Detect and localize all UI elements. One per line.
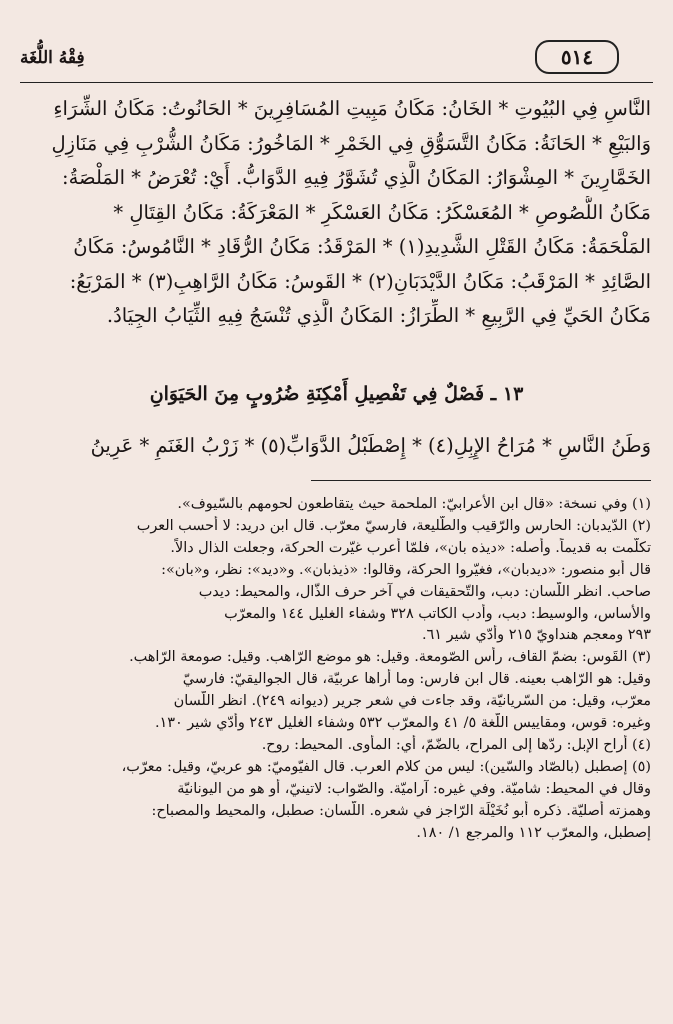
section-text: وَطَنُ النَّاسِ * مُرَاحُ الإِبِلِ(٤) * إِصْطَبْلُ الدَّوَابِّ(٥) * زَرْبُ الغَنَمِ * عَرِينُ bbox=[90, 434, 651, 457]
footnote-line: وغيره: قوس، ومقاييس اللّغة ٥/ ٤١ والمعرّب ٥٣٢ وشفاء الغليل ٢٤٣ وأدّي شير ١٣٠. bbox=[154, 715, 651, 732]
footnote-line: (٤) أراح الإبل: ردّها إلى المراح، بالضّمّ، أي: المأوى. المحيط: روح. bbox=[261, 736, 651, 753]
footnote-line: صاحب. انظر اللّسان: دبب، والتّحقيقات في آخر حرف الذّال، والمحيط: ديدب bbox=[198, 583, 651, 600]
footnote-line: تكلّمت به قديماً. وأصله: «ديذه بان»، فلمّا أُعرب غيّرت الحركة، وجعلت الذال دالاً. bbox=[170, 539, 651, 556]
footnote-line: ٢٩٣ ومعجم هنداويّ ٢١٥ وأدّي شير ٦١. bbox=[421, 627, 651, 644]
footnotes bbox=[22, 494, 651, 845]
text-line: الصَّائِدِ * المَرْقَبُ: مَكَانُ الدَّيْدَبَانِ(٢) * القَوسُ: مَكَانُ الرَّاهِبِ(٣) * المَرْبَعُ: bbox=[69, 269, 651, 293]
running-title: فِقْهُ اللُّغَة bbox=[20, 48, 85, 68]
section-heading: ١٣ ـ فَصْلٌ فِي تَفْصِيلِ أَمْكِنَةِ ضُرُوبٍ مِنَ الحَيَوَانِ bbox=[149, 383, 524, 405]
header-rule bbox=[20, 82, 653, 83]
footnote-line: وقال في المحيط: شاميّة. وفي غيره: آراميّة. والصّواب: لاتينيّ، أو هو من اليونانيّة bbox=[177, 780, 651, 797]
page-header bbox=[20, 40, 653, 80]
text-line: مَكَانُ الحَيِّ فِي الرَّبِيعِ * الطِّرَازُ: المَكَانُ الَّذِي تُنْسَجُ فِيهِ الثِّيَابُ الجِيَادُ. bbox=[106, 304, 651, 327]
page-number: ٥١٤ bbox=[535, 40, 619, 74]
footnote-line: (٣) القَوس: بضمّ القاف، رأس الصّومعة. وقيل: هو موضع الرّاهب. وقيل: صومعة الرّاهب. bbox=[129, 649, 651, 666]
footnote-line: إصطبل، والمعرّب ١١٢ والمرجع ١/ ١٨٠. bbox=[416, 824, 651, 841]
footnote-line: (٢) الدّيدبان: الحارس والرّقيب والطّليعة، فارسيّ معرّب. قال ابن دريد: لا أحسب العرب bbox=[136, 517, 651, 534]
text-line: النَّاسِ فِي البُيُوتِ * الخَانُ: مَكَانُ مَبِيتِ المُسَافِرِينَ * الحَانُوتُ: مَكَانُ الشِّرَاءِ bbox=[53, 97, 651, 120]
footnote-line: وهمزته أصليّة. ذكره أبو نُخَيْلَة الرّاجز في شعره. اللّسان: صطبل، والمحيط والمصباح: bbox=[151, 802, 651, 819]
footnote-line: معرّب، وقيل: من السّريانيّة، وقد جاءت في شعر جرير (ديوانه ٢٤٩). انظر اللّسان bbox=[173, 693, 651, 710]
footnote-divider bbox=[311, 480, 651, 481]
text-line: الخَمَّارِينَ * المِشْوَارُ: المَكَانُ الَّذِي تُشَوَّرُ فِيهِ الدَّوَابُّ. أَيْ: تُعْرَضُ * المَلْصَةُ: bbox=[62, 166, 651, 189]
footnote-line: (٥) إصطبل (بالصّاد والسّين): ليس من كلام العرب. قال الفيّوميّ: هو عربيّ، وقيل: معرّب، bbox=[121, 758, 651, 775]
text-line: المَلْحَمَةُ: مَكَانُ القَتْلِ الشَّدِيدِ(١) * المَرْقَدُ: مَكَانُ الرُّقَادِ * النَّامُوسُ: مَكَانُ bbox=[73, 235, 651, 258]
text-line: مَكَانُ اللُّصُوصِ * المُعَسْكَرُ: مَكَانُ العَسْكَرِ * المَعْرَكَةُ: مَكَانُ القِتَالِ * bbox=[113, 200, 651, 224]
footnote-line: وقيل: هو الرّاهب بعينه. قال ابن فارس: وما أُراها عربيّة، قال الجواليقيّ: فارسيّ bbox=[182, 671, 651, 688]
footnote-line: (١) وفي نسخة: «قال ابن الأعرابيّ: الملحمة حيث يتقاطعون لحومهم بالسّيوف». bbox=[177, 496, 651, 512]
main-text bbox=[22, 92, 651, 334]
footnote-line: والأساس، والوسيط: دبب، وأدب الكاتب ٣٢٨ وشفاء الغليل ١٤٤ والمعرّب bbox=[224, 605, 651, 622]
footnote-line: قال أبو منصور: «ديدبان»، فغيّروا الحركة، وقالوا: «ذيذبان». و«ديد»: نظر، و«بان»: bbox=[161, 561, 651, 578]
text-line: وَالبَيْعِ * الحَانَةُ: مَكَانُ التَّسَوُّقِ فِي الخَمْرِ * المَاخُورُ: مَكَانُ الشُّرْبِ فِي مَنَازِلِ bbox=[51, 131, 651, 155]
